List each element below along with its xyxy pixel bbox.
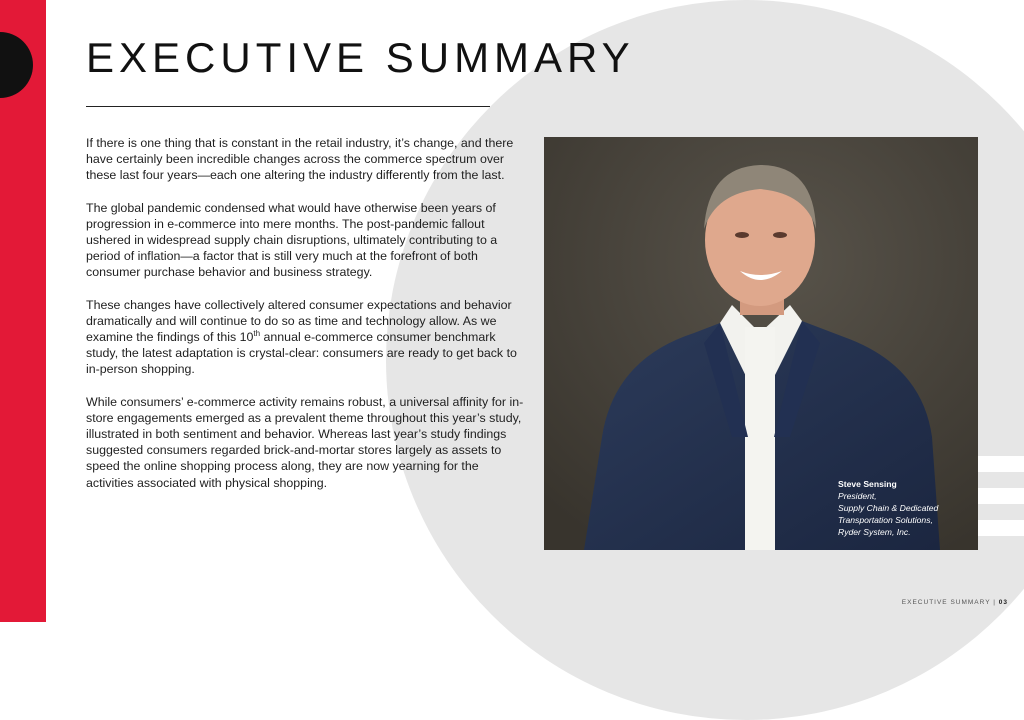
decorative-stripe: [972, 456, 1024, 472]
paragraph-3: These changes have collectively altered consumer expectations and behavior dramatically and will continue to do so as time and technology allow. As we examine the findings of this 10th annual e-commerce consumer benchmark study, the latest adaptation is crystal-clear: consumers are ready to get back to in-person shopping.: [86, 297, 517, 377]
caption-role: Transportation Solutions,: [838, 515, 933, 525]
footer-separator: |: [993, 599, 996, 606]
body-text: [86, 135, 526, 507]
page-footer: [902, 599, 1008, 606]
paragraph-4: While consumers’ e-commerce activity remains robust, a universal affinity for in-store engagements emerged as a prevalent theme throughout this year’s study, illustrated in both sentiment and behavior. Whereas last year’s study findings suggested consumers regarded brick-and-mortar stores largely as assets to speed the online shopping process along, they are now yearning for the activities associated with physical shopping.: [86, 394, 524, 490]
page-number: 03: [998, 599, 1008, 606]
caption-role: President,: [838, 491, 877, 501]
caption-role: Ryder System, Inc.: [838, 527, 911, 537]
photo-caption: [838, 478, 978, 538]
paragraph-1: If there is one thing that is constant in the retail industry, it’s change, and there have certainly been incredible changes across the commerce spectrum over these last four years—each one altering the industry differently from the last.: [86, 136, 514, 183]
paragraph-2: The global pandemic condensed what would have otherwise been years of progression in e-commerce into mere months. The post-pandemic fallout ushered in widespread supply chain disruptions, ultimately contributing to a period of inflation—a factor that is still very much at the forefront of both consumer purchase behavior and business strategy.: [86, 200, 498, 280]
page-title: EXECUTIVE SUMMARY: [86, 34, 635, 81]
footer-section: EXECUTIVE SUMMARY: [901, 599, 991, 606]
caption-name: Steve Sensing: [838, 479, 897, 489]
caption-role: Supply Chain & Dedicated: [838, 503, 939, 513]
decorative-stripe: [972, 488, 1024, 504]
title-divider: [86, 106, 490, 107]
decorative-stripe: [972, 520, 1024, 536]
